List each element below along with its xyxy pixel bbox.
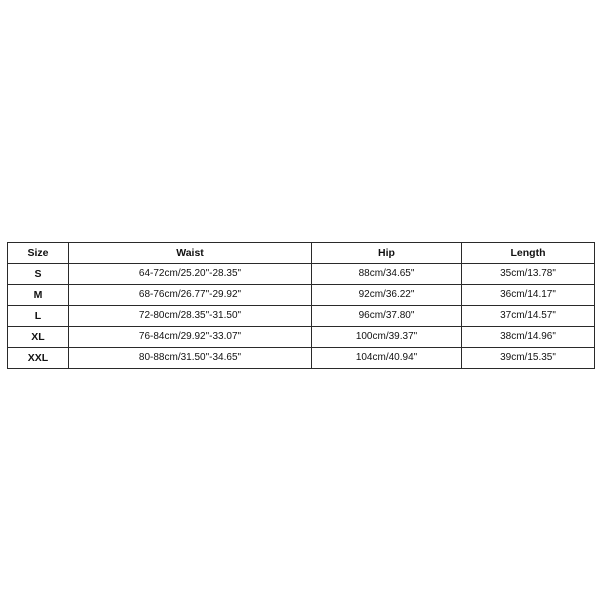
cell-size: L [8,306,69,327]
cell-hip: 88cm/34.65" [312,264,462,285]
header-length: Length [462,243,595,264]
cell-length: 39cm/15.35" [462,348,595,369]
table-row [8,348,595,369]
cell-waist: 76-84cm/29.92"-33.07" [69,327,312,348]
size-chart-table [7,242,595,369]
cell-hip: 100cm/39.37" [312,327,462,348]
cell-length: 36cm/14.17" [462,285,595,306]
header-waist: Waist [69,243,312,264]
cell-length: 35cm/13.78" [462,264,595,285]
cell-size: S [8,264,69,285]
cell-hip: 92cm/36.22" [312,285,462,306]
cell-waist: 72-80cm/28.35"-31.50" [69,306,312,327]
header-size: Size [8,243,69,264]
cell-waist: 68-76cm/26.77"-29.92" [69,285,312,306]
cell-hip: 96cm/37.80" [312,306,462,327]
cell-waist: 64-72cm/25.20"-28.35" [69,264,312,285]
table-row [8,285,595,306]
header-hip: Hip [312,243,462,264]
table-row [8,327,595,348]
cell-size: XXL [8,348,69,369]
table-header [8,243,595,264]
table-header-row [8,243,595,264]
table-body [8,264,595,369]
cell-length: 37cm/14.57" [462,306,595,327]
cell-hip: 104cm/40.94" [312,348,462,369]
cell-size: M [8,285,69,306]
cell-length: 38cm/14.96" [462,327,595,348]
table-row [8,306,595,327]
cell-size: XL [8,327,69,348]
table-row [8,264,595,285]
cell-waist: 80-88cm/31.50"-34.65" [69,348,312,369]
